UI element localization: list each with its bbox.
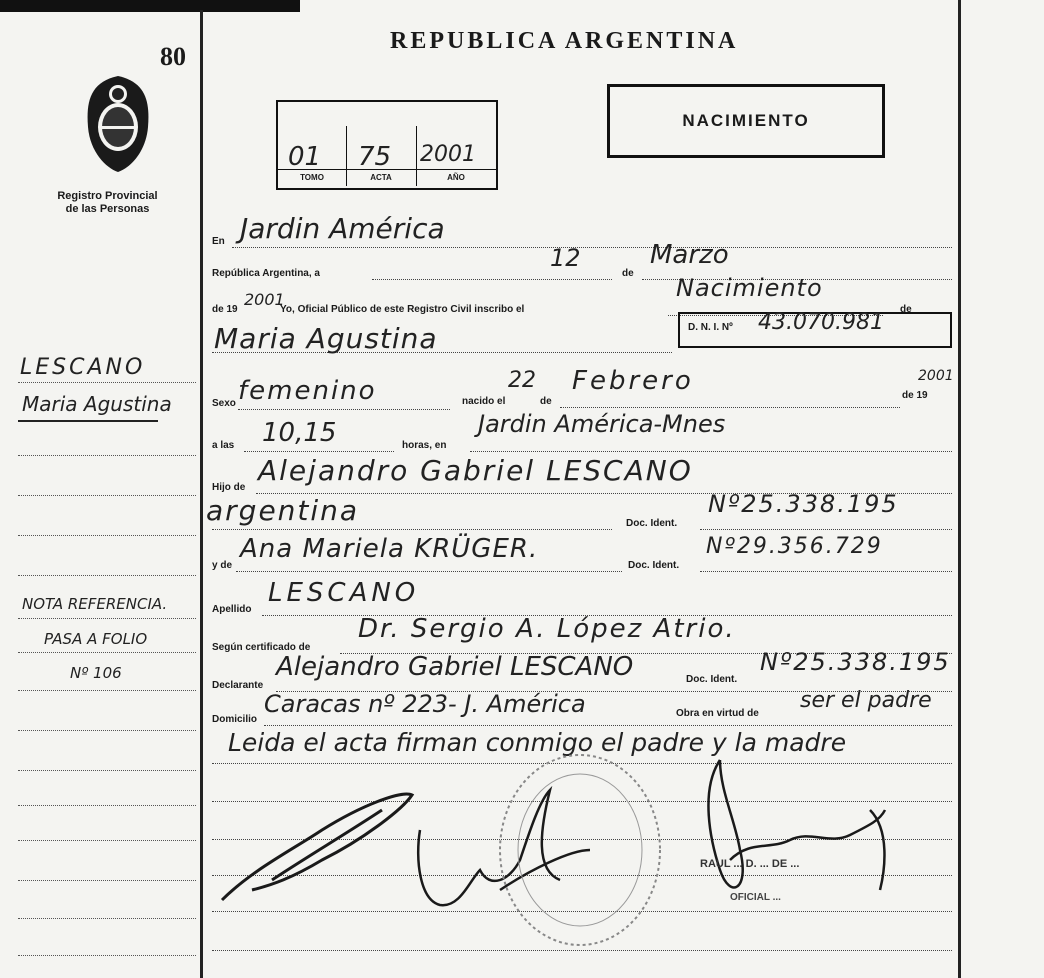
margin-underline [18,420,158,422]
margin-line [18,770,196,771]
hour-value: 10,15 [262,418,337,448]
birth-month-value: Febrero [572,366,694,396]
margin-line [18,690,196,691]
acta-value: 75 [358,142,392,172]
tomo-label: TOMO [278,169,346,186]
surname-value: LESCANO [268,578,420,608]
declarant-doc-value: Nº25.338.195 [760,648,951,676]
margin-line [18,618,196,619]
field-line [236,571,622,572]
margin-line [18,840,196,841]
dni-label: D. N. I. Nº [688,322,733,333]
en-label: En [212,236,225,247]
sexo-label: Sexo [212,398,236,409]
year-value: 2001 [244,290,285,309]
signature-official [690,750,910,910]
birth-year-value: 2001 [918,368,954,384]
act-type-value: Nacimiento [676,274,823,302]
acta-box [276,100,498,190]
de-label: de [622,268,634,279]
document-title: REPUBLICA ARGENTINA [390,28,739,54]
field-line [212,529,612,530]
margin-surname: LESCANO [20,355,146,380]
folio-number: 80 [160,42,186,71]
top-edge [0,0,300,12]
mother-name-value: Ana Mariela KRÜGER. [240,534,539,564]
margin-line [18,455,196,456]
declarant-doc-label: Doc. Ident. [686,674,738,685]
month-value: Marzo [650,240,729,270]
day-value: 12 [550,244,581,272]
official-stamp-subtext: OFICIAL ... [730,892,781,903]
official-seal [490,690,670,950]
margin-note-line-2: PASA A FOLIO [44,630,148,648]
ano-cell [416,126,496,186]
father-name-value: Alejandro Gabriel LESCANO [258,454,693,487]
address-value: Caracas nº 223- J. América [264,690,586,718]
margin-line [18,918,196,919]
field-line [700,529,952,530]
field-line [470,451,952,452]
closing-statement: Leida el acta firman conmigo el padre y la madre [228,728,847,757]
margin-line [18,495,196,496]
place-value: Jardin América [240,212,445,245]
acta-label: ACTA [346,169,416,186]
margin-line [18,730,196,731]
margin-note-line-1: NOTA REFERENCIA. [22,595,168,613]
dni-value: 43.070.981 [758,310,884,335]
margin-line [18,652,196,653]
official-stamp-text: RAUL ... D. ... DE ... [700,858,800,870]
tomo-cell [278,126,347,186]
margin-given-name: Maria Agustina [22,392,172,416]
declarant-value: Alejandro Gabriel LESCANO [276,652,634,682]
inscribo-label: Yo, Oficial Público de este Registro Civil inscribo el [280,304,525,315]
registry-name [20,190,195,216]
sex-value: femenino [238,376,377,406]
certificate-value: Dr. Sergio A. López Atrio. [358,614,736,644]
father-doc-label: Doc. Ident. [626,518,678,529]
de19-label: de 19 [902,390,928,401]
horas-en-label: horas, en [402,440,447,451]
field-line [560,407,900,408]
mother-doc-label: Doc. Ident. [628,560,680,571]
margin-note-line-3: Nº 106 [70,664,122,682]
republica-label: República Argentina, a [212,268,320,279]
field-line [238,409,450,410]
child-name-value: Maria Agustina [214,322,438,355]
margin-line [18,955,196,956]
year-prefix-label: de 19 [212,304,238,315]
ano-label: AÑO [416,169,496,186]
y-de-label: y de [212,560,233,571]
declarante-label: Declarante [212,680,264,691]
field-line [232,247,952,248]
father-doc-value: Nº25.338.195 [708,490,899,518]
father-nationality-value: argentina [206,494,360,527]
page-border [958,0,961,978]
margin-divider [200,10,203,978]
mother-doc-value: Nº29.356.729 [706,534,883,559]
birth-day-value: 22 [508,368,536,393]
margin-line [18,805,196,806]
apellido-label: Apellido [212,604,252,615]
coat-of-arms-icon [78,72,158,177]
tomo-value: 01 [288,142,322,172]
de2-label: de [900,304,912,315]
acta-cell [346,126,417,186]
reason-value: ser el padre [800,688,932,713]
ano-value: 2001 [420,142,476,167]
margin-line [18,880,196,881]
birth-place-value: Jardin América-Mnes [478,410,726,438]
domicilio-label: Domicilio [212,714,258,725]
certificado-label: Según certificado de [212,642,311,653]
signature-father [212,770,432,910]
hijo-de-label: Hijo de [212,482,246,493]
registry-line-2: de las Personas [65,203,150,215]
field-line [212,950,952,951]
de3-label: de [540,396,552,407]
record-type-box: NACIMIENTO [607,84,885,158]
margin-line [18,382,196,383]
margin-line [18,575,196,576]
a-las-label: a las [212,440,235,451]
field-line [372,279,612,280]
obra-label: Obra en virtud de [676,708,759,719]
nacido-label: nacido el [462,396,506,407]
field-line [700,571,952,572]
field-line [244,451,394,452]
margin-line [18,535,196,536]
registry-line-1: Registro Provincial [57,190,158,202]
